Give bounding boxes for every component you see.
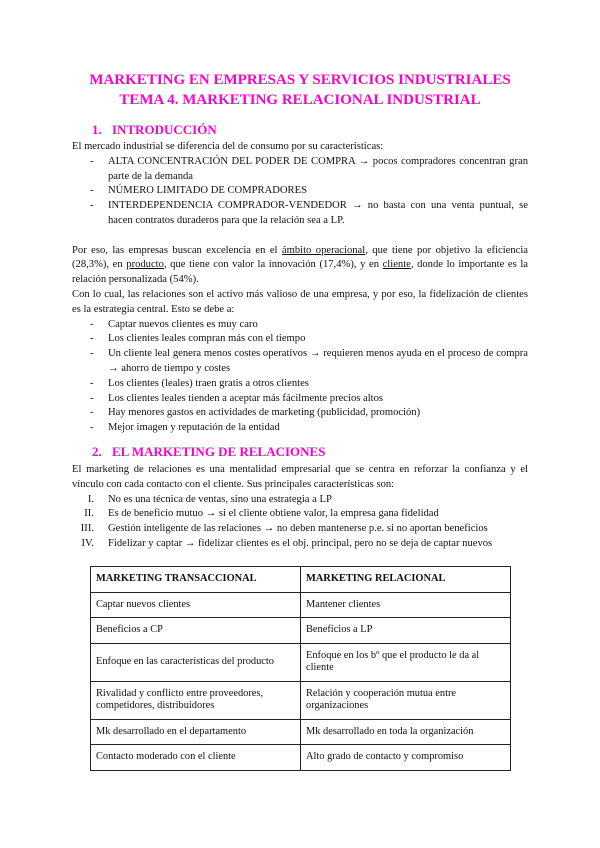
table-cell: Alto grado de contacto y compromiso — [301, 745, 511, 771]
underlined-term: cliente — [382, 259, 411, 271]
underlined-term: producto — [126, 259, 164, 271]
section-1-body — [72, 140, 528, 436]
paragraph: El mercado industrial se diferencia del de consumo por su características: — [72, 141, 384, 152]
section-2-body — [72, 463, 528, 552]
table-cell: Mk desarrollado en el departamento — [91, 719, 301, 745]
table-row — [91, 681, 511, 719]
characteristics-list — [72, 155, 528, 229]
section-title: EL MARKETING DE RELACIONES — [112, 444, 326, 459]
list-item: III. Gestión inteligente de las relaciones → no deben mantenerse p.e. si no aportan beneficios — [80, 523, 488, 535]
list-item: - INTERDEPENDENCIA COMPRADOR-VENDEDOR → no basta con una venta puntual, se hacen contratos duraderos para que la relación sea a LP. — [72, 199, 528, 229]
table-cell: Captar nuevos clientes — [91, 592, 301, 618]
table-cell: Beneficios a LP — [301, 618, 511, 644]
reasons-list — [72, 318, 528, 436]
list-item: II. Es de beneficio mutuo → si el cliente obtiene valor, la empresa gana fidelidad — [84, 508, 439, 520]
list-item: - Mejor imagen y reputación de la entidad — [72, 421, 528, 436]
underlined-term: ámbito operacional — [281, 244, 366, 256]
features-list — [72, 493, 528, 552]
section-heading-1 — [92, 123, 217, 138]
list-item: - NÚMERO LIMITADO DE COMPRADORES — [72, 184, 528, 199]
list-item: - ALTA CONCENTRACIÓN DEL PODER DE COMPRA → pocos compradores concentran gran parte de la demanda — [72, 155, 528, 185]
list-item: - Los clientes (leales) traen gratis a otros clientes — [72, 377, 528, 392]
document-title — [0, 70, 600, 110]
table-cell: Contacto moderado con el cliente — [91, 745, 301, 771]
list-item: - Un cliente leal genera menos costes operativos → requieren menos ayuda en el proceso de compra → ahorro de tiempo y costes — [72, 347, 528, 377]
paragraph: El marketing de relaciones es una mentalidad empresarial que se centra en reforzar la confianza y el vínculo con cada contacto con el cliente. Sus principales características son: — [72, 464, 528, 490]
section-number: 2. — [92, 444, 102, 459]
table-header-row — [91, 567, 511, 593]
table-cell: Enfoque en las características del producto — [91, 643, 301, 681]
table-cell: Relación y cooperación mutua entre organizaciones — [301, 681, 511, 719]
paragraph: Por eso, las empresas buscan excelencia en el ámbito operacional, que tiene por objetivo la eficiencia (28,3%), en producto, que tiene con valor la innovación (17,4%), y en cliente, donde lo importante es la relación personalizada (54%). — [72, 244, 529, 286]
section-heading-2 — [92, 445, 325, 460]
list-item: I. No es una técnica de ventas, sino una estrategia a LP — [87, 493, 332, 505]
list-item: - Los clientes leales compran más con el tiempo — [72, 332, 528, 347]
table-cell: Rivalidad y conflicto entre proveedores, competidores, distribuidores — [91, 681, 301, 719]
column-header: MARKETING TRANSACCIONAL — [91, 567, 301, 593]
list-item: IV. Fidelizar y captar → fidelizar clientes es el obj. principal, pero no se deja de captar nuevos — [81, 537, 493, 549]
column-header: MARKETING RELACIONAL — [301, 567, 511, 593]
comparison-table — [90, 566, 511, 771]
section-title: INTRODUCCIÓN — [112, 122, 217, 137]
title-line-2: TEMA 4. MARKETING RELACIONAL INDUSTRIAL — [119, 92, 481, 108]
table-row — [91, 745, 511, 771]
table-row — [91, 618, 511, 644]
list-item: - Captar nuevos clientes es muy caro — [72, 318, 528, 333]
table-cell: Mantener clientes — [301, 592, 511, 618]
table-row — [91, 719, 511, 745]
table-cell: Enfoque en los bº que el producto le da al cliente — [301, 643, 511, 681]
table-row — [91, 643, 511, 681]
paragraph: Con lo cual, las relaciones son el activo más valioso de una empresa, y por eso, la fidelización de clientes es la estrategia central. Esto se debe a: — [72, 288, 528, 315]
list-item: - Hay menores gastos en actividades de marketing (publicidad, promoción) — [72, 406, 528, 421]
title-line-1: MARKETING EN EMPRESAS Y SERVICIOS INDUSTRIALES — [89, 72, 511, 88]
list-item: - Los clientes leales tienden a aceptar más fácilmente precios altos — [72, 392, 528, 407]
table-row — [91, 592, 511, 618]
section-number: 1. — [92, 122, 102, 137]
table-cell: Beneficios a CP — [91, 618, 301, 644]
table-cell: Mk desarrollado en toda la organización — [301, 719, 511, 745]
